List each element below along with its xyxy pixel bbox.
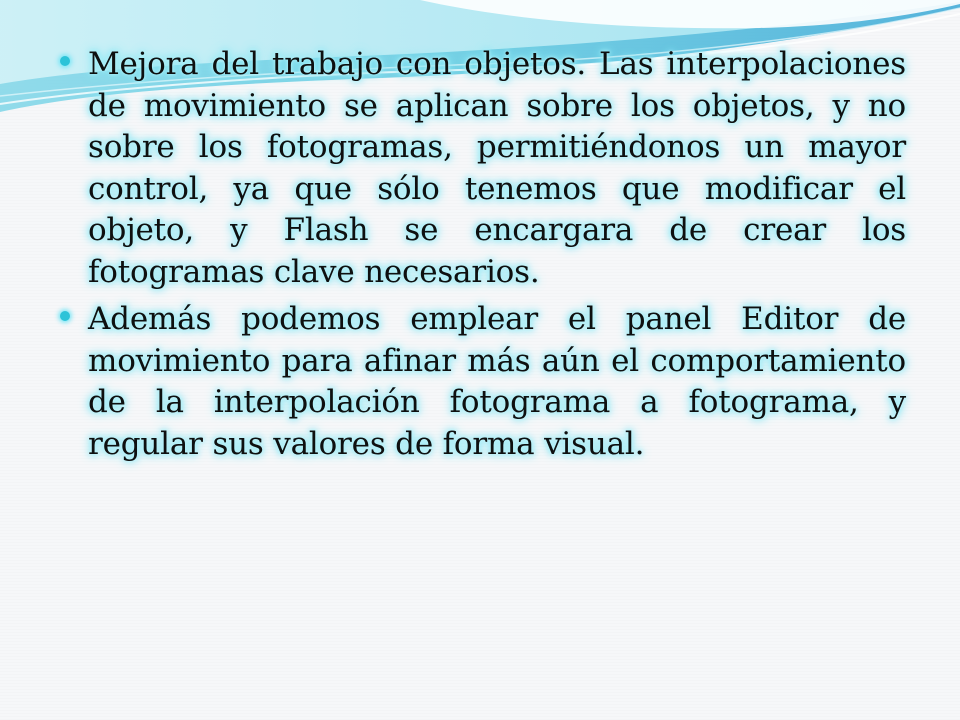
bullet-list <box>60 44 906 471</box>
bullet-dot-icon <box>60 56 70 66</box>
bullet-text: Mejora del trabajo con objetos. Las interpolaciones de movimiento se aplican sobre los objetos, y no sobre los fotogramas, permitiéndonos un mayor control, ya que sólo tenemos que modificar el objeto, y Flash se encargara de crear los fotogramas clave necesarios. <box>88 46 906 290</box>
bullet-text: Además podemos emplear el panel Editor de movimiento para afinar más aún el comportamiento de la interpolación fotograma a fotograma, y regular sus valores de forma visual. <box>88 301 906 462</box>
list-item <box>60 299 906 465</box>
list-item <box>60 44 906 293</box>
bullet-dot-icon <box>60 311 70 321</box>
